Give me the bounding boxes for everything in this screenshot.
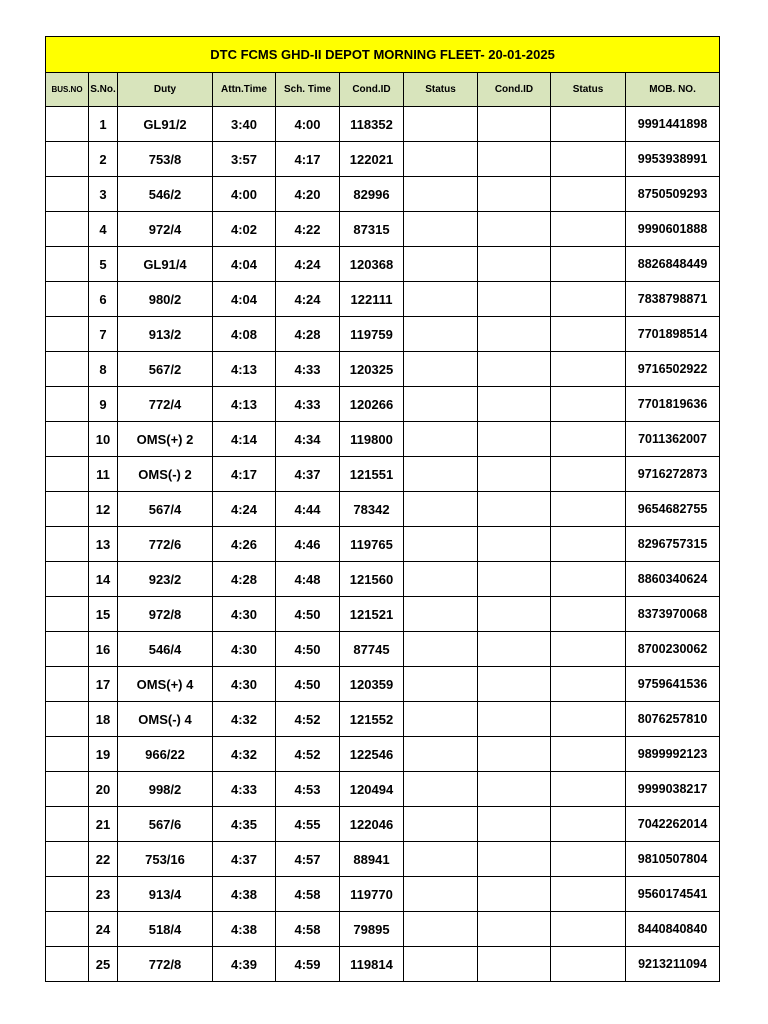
cell-cond-id: 118352 [340, 107, 404, 142]
cell-sch-time: 4:34 [276, 422, 340, 457]
cell-sch-time: 4:50 [276, 632, 340, 667]
cell-status-2 [551, 317, 626, 352]
cell-cond-id-2 [478, 247, 551, 282]
cell-bus-no [46, 282, 89, 317]
cell-status [404, 562, 478, 597]
cell-status-2 [551, 527, 626, 562]
cell-attn-time: 4:37 [213, 842, 276, 877]
table-row [46, 947, 720, 982]
cell-duty: 972/8 [118, 597, 213, 632]
cell-cond-id: 122046 [340, 807, 404, 842]
cell-bus-no [46, 422, 89, 457]
cell-attn-time: 4:35 [213, 807, 276, 842]
cell-cond-id-2 [478, 107, 551, 142]
header-cond-id-2: Cond.ID [478, 73, 551, 107]
cell-cond-id-2 [478, 562, 551, 597]
cell-cond-id-2 [478, 177, 551, 212]
table-row [46, 422, 720, 457]
cell-bus-no [46, 212, 89, 247]
cell-serial-no: 3 [89, 177, 118, 212]
cell-status-2 [551, 807, 626, 842]
table-row [46, 772, 720, 807]
cell-sch-time: 4:52 [276, 737, 340, 772]
cell-cond-id: 122111 [340, 282, 404, 317]
cell-cond-id-2 [478, 912, 551, 947]
cell-sch-time: 4:52 [276, 702, 340, 737]
cell-cond-id-2 [478, 772, 551, 807]
cell-serial-no: 20 [89, 772, 118, 807]
cell-bus-no [46, 667, 89, 702]
cell-cond-id: 119759 [340, 317, 404, 352]
header-status-2: Status [551, 73, 626, 107]
cell-sch-time: 4:28 [276, 317, 340, 352]
cell-bus-no [46, 947, 89, 982]
cell-duty: OMS(-) 4 [118, 702, 213, 737]
cell-status [404, 772, 478, 807]
cell-status-2 [551, 877, 626, 912]
cell-sch-time: 4:00 [276, 107, 340, 142]
table-row [46, 737, 720, 772]
cell-cond-id-2 [478, 457, 551, 492]
cell-status [404, 282, 478, 317]
cell-status [404, 807, 478, 842]
table-row [46, 912, 720, 947]
cell-serial-no: 6 [89, 282, 118, 317]
cell-serial-no: 24 [89, 912, 118, 947]
cell-bus-no [46, 562, 89, 597]
cell-cond-id: 122546 [340, 737, 404, 772]
cell-duty: 772/6 [118, 527, 213, 562]
cell-duty: GL91/2 [118, 107, 213, 142]
table-row [46, 597, 720, 632]
cell-cond-id-2 [478, 527, 551, 562]
cell-mob-no: 7701898514 [626, 317, 720, 352]
cell-serial-no: 17 [89, 667, 118, 702]
cell-duty: 972/4 [118, 212, 213, 247]
cell-sch-time: 4:22 [276, 212, 340, 247]
cell-mob-no: 9990601888 [626, 212, 720, 247]
cell-mob-no: 7011362007 [626, 422, 720, 457]
cell-cond-id-2 [478, 842, 551, 877]
cell-status [404, 842, 478, 877]
cell-cond-id: 82996 [340, 177, 404, 212]
cell-mob-no: 8860340624 [626, 562, 720, 597]
cell-bus-no [46, 142, 89, 177]
cell-cond-id-2 [478, 702, 551, 737]
cell-cond-id: 120266 [340, 387, 404, 422]
cell-bus-no [46, 842, 89, 877]
cell-sch-time: 4:59 [276, 947, 340, 982]
cell-sch-time: 4:33 [276, 387, 340, 422]
cell-status-2 [551, 632, 626, 667]
cell-mob-no: 8750509293 [626, 177, 720, 212]
cell-cond-id: 122021 [340, 142, 404, 177]
table-row [46, 387, 720, 422]
cell-attn-time: 4:14 [213, 422, 276, 457]
cell-mob-no: 9716502922 [626, 352, 720, 387]
table-row [46, 562, 720, 597]
cell-bus-no [46, 352, 89, 387]
cell-sch-time: 4:53 [276, 772, 340, 807]
cell-status [404, 457, 478, 492]
cell-cond-id-2 [478, 667, 551, 702]
cell-status-2 [551, 247, 626, 282]
cell-cond-id-2 [478, 352, 551, 387]
cell-sch-time: 4:20 [276, 177, 340, 212]
cell-mob-no: 9213211094 [626, 947, 720, 982]
cell-bus-no [46, 632, 89, 667]
table-row [46, 492, 720, 527]
cell-bus-no [46, 877, 89, 912]
cell-mob-no: 8296757315 [626, 527, 720, 562]
cell-cond-id-2 [478, 317, 551, 352]
cell-mob-no: 9654682755 [626, 492, 720, 527]
cell-bus-no [46, 527, 89, 562]
cell-attn-time: 4:08 [213, 317, 276, 352]
cell-status [404, 107, 478, 142]
fleet-table [45, 36, 720, 982]
cell-sch-time: 4:33 [276, 352, 340, 387]
table-row [46, 352, 720, 387]
cell-status [404, 877, 478, 912]
cell-attn-time: 4:13 [213, 387, 276, 422]
cell-duty: 980/2 [118, 282, 213, 317]
cell-status [404, 912, 478, 947]
cell-cond-id: 121521 [340, 597, 404, 632]
cell-bus-no [46, 177, 89, 212]
cell-status [404, 492, 478, 527]
cell-bus-no [46, 702, 89, 737]
cell-serial-no: 13 [89, 527, 118, 562]
cell-status-2 [551, 457, 626, 492]
cell-duty: 567/4 [118, 492, 213, 527]
table-row [46, 282, 720, 317]
header-mob-no: MOB. NO. [626, 73, 720, 107]
cell-cond-id-2 [478, 632, 551, 667]
cell-cond-id-2 [478, 422, 551, 457]
cell-bus-no [46, 807, 89, 842]
cell-cond-id-2 [478, 387, 551, 422]
cell-mob-no: 9991441898 [626, 107, 720, 142]
cell-mob-no: 7838798871 [626, 282, 720, 317]
cell-mob-no: 9810507804 [626, 842, 720, 877]
cell-attn-time: 4:38 [213, 912, 276, 947]
cell-duty: 913/2 [118, 317, 213, 352]
cell-mob-no: 7042262014 [626, 807, 720, 842]
cell-status [404, 387, 478, 422]
cell-cond-id-2 [478, 807, 551, 842]
cell-status-2 [551, 667, 626, 702]
cell-status [404, 142, 478, 177]
cell-status [404, 527, 478, 562]
table-row [46, 527, 720, 562]
cell-cond-id: 120494 [340, 772, 404, 807]
cell-serial-no: 12 [89, 492, 118, 527]
cell-duty: 753/16 [118, 842, 213, 877]
table-row [46, 317, 720, 352]
cell-sch-time: 4:17 [276, 142, 340, 177]
cell-serial-no: 25 [89, 947, 118, 982]
cell-sch-time: 4:50 [276, 667, 340, 702]
cell-duty: OMS(+) 2 [118, 422, 213, 457]
cell-mob-no: 9560174541 [626, 877, 720, 912]
cell-duty: 772/8 [118, 947, 213, 982]
cell-bus-no [46, 387, 89, 422]
cell-duty: OMS(+) 4 [118, 667, 213, 702]
cell-duty: 966/22 [118, 737, 213, 772]
cell-status-2 [551, 842, 626, 877]
cell-status-2 [551, 562, 626, 597]
cell-attn-time: 4:17 [213, 457, 276, 492]
table-row [46, 877, 720, 912]
cell-cond-id: 78342 [340, 492, 404, 527]
cell-mob-no: 8373970068 [626, 597, 720, 632]
cell-sch-time: 4:24 [276, 247, 340, 282]
cell-cond-id: 119814 [340, 947, 404, 982]
cell-attn-time: 4:02 [213, 212, 276, 247]
cell-status-2 [551, 387, 626, 422]
cell-status-2 [551, 177, 626, 212]
cell-sch-time: 4:55 [276, 807, 340, 842]
cell-sch-time: 4:44 [276, 492, 340, 527]
table-row [46, 632, 720, 667]
cell-attn-time: 4:04 [213, 247, 276, 282]
cell-attn-time: 4:00 [213, 177, 276, 212]
cell-mob-no: 9899992123 [626, 737, 720, 772]
cell-attn-time: 4:33 [213, 772, 276, 807]
cell-duty: 567/2 [118, 352, 213, 387]
cell-attn-time: 3:40 [213, 107, 276, 142]
cell-bus-no [46, 597, 89, 632]
cell-sch-time: 4:37 [276, 457, 340, 492]
cell-status-2 [551, 352, 626, 387]
cell-sch-time: 4:57 [276, 842, 340, 877]
cell-status-2 [551, 912, 626, 947]
cell-sch-time: 4:58 [276, 877, 340, 912]
cell-duty: 546/2 [118, 177, 213, 212]
cell-serial-no: 8 [89, 352, 118, 387]
header-status: Status [404, 73, 478, 107]
cell-mob-no: 9716272873 [626, 457, 720, 492]
cell-status [404, 212, 478, 247]
cell-bus-no [46, 107, 89, 142]
cell-cond-id: 121560 [340, 562, 404, 597]
cell-mob-no: 9759641536 [626, 667, 720, 702]
cell-attn-time: 4:26 [213, 527, 276, 562]
cell-duty: 923/2 [118, 562, 213, 597]
cell-duty: 518/4 [118, 912, 213, 947]
cell-mob-no: 8700230062 [626, 632, 720, 667]
cell-attn-time: 4:38 [213, 877, 276, 912]
cell-serial-no: 11 [89, 457, 118, 492]
cell-status [404, 597, 478, 632]
cell-serial-no: 9 [89, 387, 118, 422]
cell-cond-id: 79895 [340, 912, 404, 947]
header-bus-no: BUS.NO [46, 73, 89, 107]
cell-serial-no: 5 [89, 247, 118, 282]
cell-status-2 [551, 492, 626, 527]
cell-attn-time: 4:28 [213, 562, 276, 597]
cell-cond-id: 119800 [340, 422, 404, 457]
cell-status-2 [551, 212, 626, 247]
cell-cond-id: 120368 [340, 247, 404, 282]
cell-cond-id: 121551 [340, 457, 404, 492]
cell-serial-no: 19 [89, 737, 118, 772]
cell-serial-no: 14 [89, 562, 118, 597]
cell-cond-id-2 [478, 492, 551, 527]
cell-cond-id: 87315 [340, 212, 404, 247]
table-row [46, 142, 720, 177]
cell-status [404, 947, 478, 982]
cell-sch-time: 4:48 [276, 562, 340, 597]
cell-duty: GL91/4 [118, 247, 213, 282]
cell-bus-no [46, 492, 89, 527]
table-row [46, 177, 720, 212]
cell-bus-no [46, 317, 89, 352]
cell-serial-no: 16 [89, 632, 118, 667]
cell-status-2 [551, 282, 626, 317]
table-row [46, 842, 720, 877]
cell-cond-id-2 [478, 947, 551, 982]
cell-cond-id-2 [478, 142, 551, 177]
cell-cond-id: 120325 [340, 352, 404, 387]
cell-cond-id: 120359 [340, 667, 404, 702]
cell-status [404, 177, 478, 212]
cell-bus-no [46, 772, 89, 807]
cell-serial-no: 15 [89, 597, 118, 632]
cell-status-2 [551, 597, 626, 632]
cell-attn-time: 4:04 [213, 282, 276, 317]
cell-serial-no: 22 [89, 842, 118, 877]
cell-serial-no: 18 [89, 702, 118, 737]
cell-attn-time: 4:32 [213, 737, 276, 772]
cell-status [404, 702, 478, 737]
cell-cond-id: 87745 [340, 632, 404, 667]
cell-mob-no: 8440840840 [626, 912, 720, 947]
cell-status-2 [551, 947, 626, 982]
cell-status-2 [551, 702, 626, 737]
cell-mob-no: 8076257810 [626, 702, 720, 737]
cell-status [404, 422, 478, 457]
table-row [46, 807, 720, 842]
cell-bus-no [46, 737, 89, 772]
cell-sch-time: 4:24 [276, 282, 340, 317]
cell-sch-time: 4:58 [276, 912, 340, 947]
cell-attn-time: 4:39 [213, 947, 276, 982]
sheet-title: DTC FCMS GHD-II DEPOT MORNING FLEET- 20-01-2025 [46, 37, 720, 73]
cell-cond-id-2 [478, 597, 551, 632]
table-row [46, 702, 720, 737]
cell-duty: 546/4 [118, 632, 213, 667]
cell-serial-no: 4 [89, 212, 118, 247]
header-duty: Duty [118, 73, 213, 107]
cell-serial-no: 23 [89, 877, 118, 912]
cell-attn-time: 3:57 [213, 142, 276, 177]
cell-attn-time: 4:13 [213, 352, 276, 387]
cell-bus-no [46, 457, 89, 492]
cell-serial-no: 2 [89, 142, 118, 177]
table-row [46, 247, 720, 282]
cell-status [404, 247, 478, 282]
cell-status-2 [551, 737, 626, 772]
cell-attn-time: 4:30 [213, 597, 276, 632]
table-row [46, 667, 720, 702]
cell-cond-id: 121552 [340, 702, 404, 737]
table-row [46, 212, 720, 247]
table-row [46, 457, 720, 492]
cell-cond-id-2 [478, 737, 551, 772]
cell-cond-id-2 [478, 282, 551, 317]
cell-mob-no: 8826848449 [626, 247, 720, 282]
cell-duty: 913/4 [118, 877, 213, 912]
header-serial-no: S.No. [89, 73, 118, 107]
table-row [46, 107, 720, 142]
cell-sch-time: 4:50 [276, 597, 340, 632]
cell-status [404, 737, 478, 772]
cell-bus-no [46, 912, 89, 947]
cell-status [404, 352, 478, 387]
cell-status-2 [551, 142, 626, 177]
cell-status-2 [551, 422, 626, 457]
cell-mob-no: 9953938991 [626, 142, 720, 177]
cell-duty: 753/8 [118, 142, 213, 177]
cell-attn-time: 4:32 [213, 702, 276, 737]
cell-cond-id-2 [478, 877, 551, 912]
cell-cond-id: 119770 [340, 877, 404, 912]
header-attn-time: Attn.Time [213, 73, 276, 107]
header-sch-time: Sch. Time [276, 73, 340, 107]
cell-status [404, 632, 478, 667]
cell-status [404, 667, 478, 702]
header-row [46, 73, 720, 107]
cell-serial-no: 1 [89, 107, 118, 142]
cell-serial-no: 21 [89, 807, 118, 842]
cell-mob-no: 7701819636 [626, 387, 720, 422]
cell-cond-id-2 [478, 212, 551, 247]
cell-serial-no: 7 [89, 317, 118, 352]
cell-cond-id: 119765 [340, 527, 404, 562]
cell-duty: 772/4 [118, 387, 213, 422]
cell-cond-id: 88941 [340, 842, 404, 877]
cell-serial-no: 10 [89, 422, 118, 457]
cell-status-2 [551, 107, 626, 142]
cell-sch-time: 4:46 [276, 527, 340, 562]
cell-attn-time: 4:30 [213, 632, 276, 667]
cell-duty: 567/6 [118, 807, 213, 842]
header-cond-id: Cond.ID [340, 73, 404, 107]
cell-bus-no [46, 247, 89, 282]
cell-status-2 [551, 772, 626, 807]
cell-mob-no: 9999038217 [626, 772, 720, 807]
cell-status [404, 317, 478, 352]
cell-attn-time: 4:24 [213, 492, 276, 527]
cell-duty: OMS(-) 2 [118, 457, 213, 492]
cell-attn-time: 4:30 [213, 667, 276, 702]
cell-duty: 998/2 [118, 772, 213, 807]
